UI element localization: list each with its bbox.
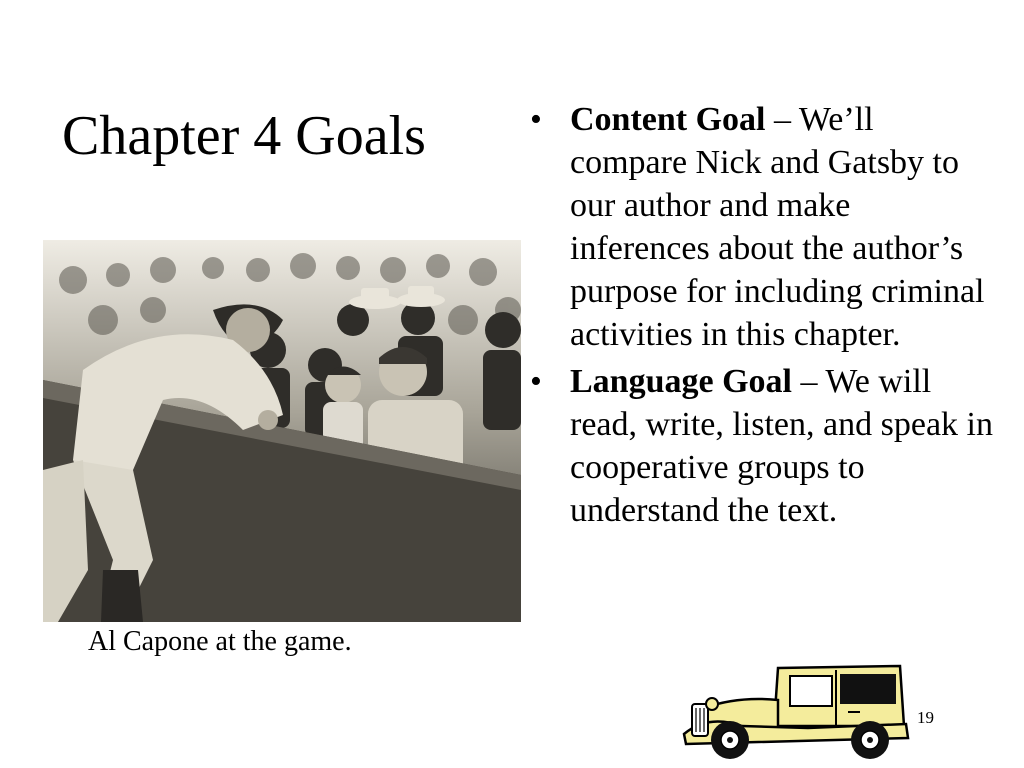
bullet-label: Content Goal bbox=[570, 101, 766, 138]
bullet-content-goal bbox=[528, 98, 998, 356]
goals-list bbox=[528, 98, 998, 536]
capone-photo bbox=[43, 240, 521, 622]
photo-caption: Al Capone at the game. bbox=[88, 626, 352, 657]
bullet-dot-icon: • bbox=[530, 363, 542, 400]
page-number: 19 bbox=[917, 708, 934, 727]
bullet-separator: – bbox=[765, 101, 799, 138]
slide-title: Chapter 4 Goals bbox=[62, 105, 426, 167]
bullet-label: Language Goal bbox=[570, 363, 792, 400]
bullet-text: We’ll compare Nick and Gatsby to our author and make inferences about the author’s purpose for including criminal activities in this chapter. bbox=[570, 101, 985, 353]
bullet-text: We will read, write, listen, and speak in cooperative groups to understand the text. bbox=[570, 363, 993, 529]
vintage-car-icon bbox=[678, 664, 910, 762]
bullet-language-goal bbox=[528, 360, 998, 532]
bullet-dot-icon: • bbox=[530, 101, 542, 138]
bullet-separator: – bbox=[791, 363, 826, 400]
